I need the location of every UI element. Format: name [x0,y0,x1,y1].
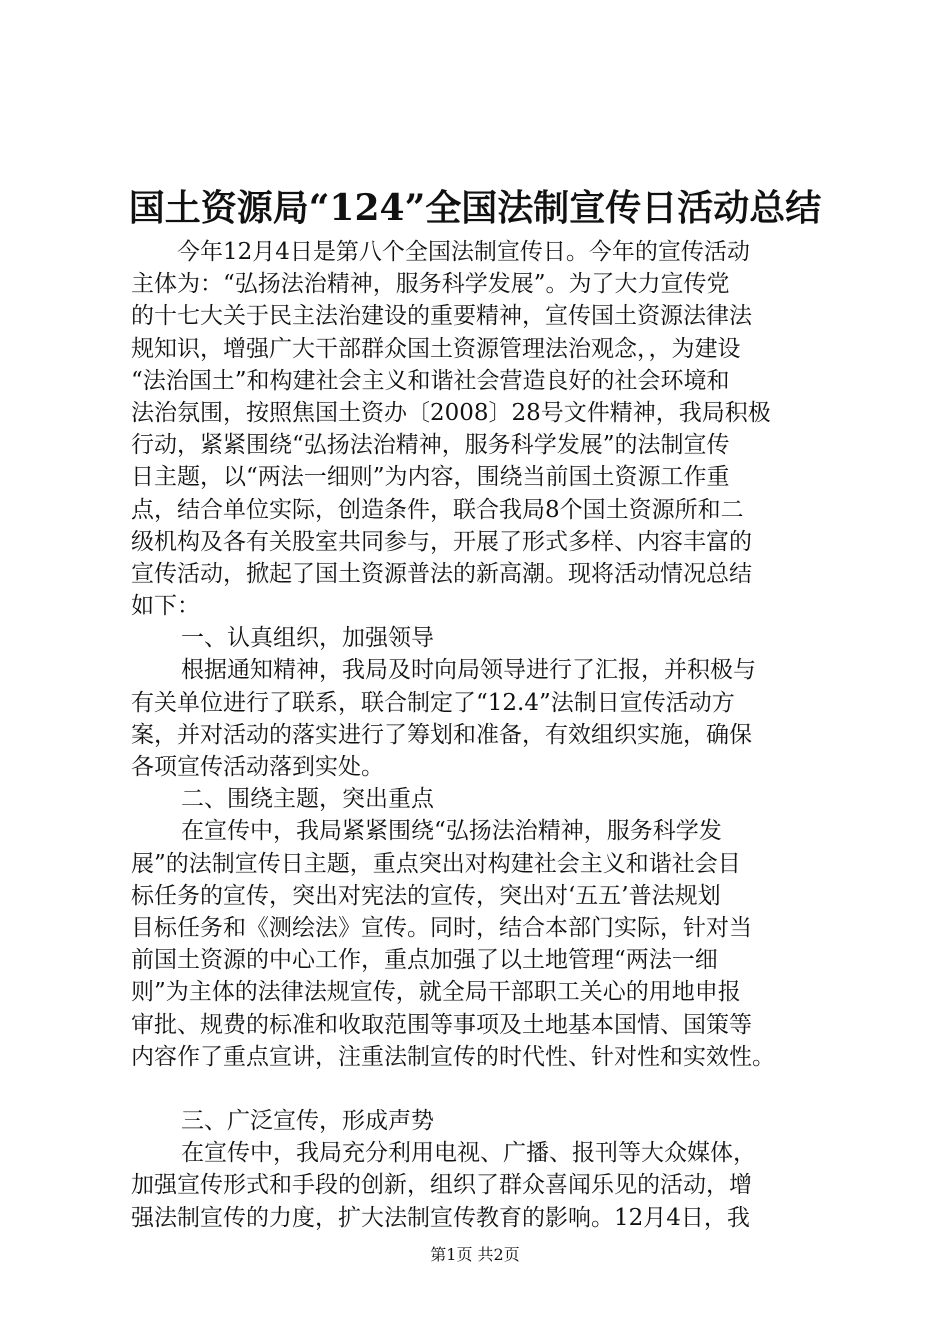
paragraph-line: 展”的法制宣传日主题，重点突出对构建社会主义和谐社会目 [131,850,741,877]
page-number-footer: 第1页 共2页 [430,1245,520,1264]
paragraph-line: 在宣传中，我局充分利用电视、广播、报刊等大众媒体， [181,1140,756,1167]
paragraph-line: 的十七大关于民主法治建设的重要精神，宣传国土资源法律法 [131,303,752,330]
paragraph-gap [131,1073,831,1105]
paragraph-line: 加强宣传形式和手段的创新，组织了群众喜闻乐见的活动，增 [131,1172,752,1199]
paragraph-line: 有关单位进行了联系，联合制定了“12.4”法制日宣传活动方 [131,689,735,716]
paragraph-line: 法治氛围，按照焦国土资办〔2008〕28号文件精神，我局积极 [131,399,771,426]
paragraph-line: 今年12月4日是第八个全国法制宣传日。今年的宣传活动 [177,239,750,265]
paragraph-line: 目标任务和《测绘法》宣传。同时，结合本部门实际，针对当 [131,914,752,941]
paragraph-line: 根据通知精神，我局及时向局领导进行了汇报，并积极与 [181,657,756,684]
section-heading: 一、认真组织，加强领导 [181,625,434,652]
paragraph-line: 审批、规费的标准和收取范围等事项及土地基本国情、国策等 [131,1011,752,1038]
paragraph-line: 前国土资源的中心工作，重点加强了以土地管理“两法一细 [131,947,718,974]
paragraph-line: 主体为：“弘扬法治精神，服务科学发展”。为了大力宣传党 [131,271,730,298]
paragraph-line: 内容作了重点宣讲，注重法制宣传的时代性、针对性和实效性。 [131,1043,775,1070]
paragraph-line: 级机构及各有关股室共同参与，开展了形式多样、内容丰富的 [131,528,752,555]
paragraph-line: 规知识，增强广大干部群众国土资源管理法治观念，，为建设 [131,335,741,362]
document-title: 国土资源局“124”全国法制宣传日活动总结 [128,187,822,229]
document-body [131,236,831,1234]
paragraph-line: 强法制宣传的力度，扩大法制宣传教育的影响。12月4日，我 [131,1204,750,1231]
paragraph-line: 点，结合单位实际，创造条件，联合我局8个国土资源所和二 [131,496,744,523]
section-heading: 三、广泛宣传，形成声势 [181,1108,434,1135]
paragraph-line: 宣传活动，掀起了国土资源普法的新高潮。现将活动情况总结 [131,560,752,587]
paragraph-line: 在宣传中，我局紧紧围绕“弘扬法治精神，服务科学发 [181,818,722,845]
paragraph-line: 各项宣传活动落到实处。 [131,754,384,780]
paragraph-line: 标任务的宣传，突出对宪法的宣传，突出对‘五五’普法规划 [131,882,721,909]
paragraph-line: 则”为主体的法律法规宣传，就全局干部职工关心的用地申报 [131,979,741,1006]
paragraph-line: 案，并对活动的落实进行了筹划和准备，有效组织实施，确保 [131,721,752,748]
section-heading: 二、围绕主题，突出重点 [181,786,434,813]
paragraph-line: 行动，紧紧围绕“弘扬法治精神，服务科学发展”的法制宣传 [131,432,730,459]
paragraph-line: 如下： [131,593,200,620]
paragraph-line: 日主题，以“两法一细则”为内容，围绕当前国土资源工作重 [131,464,730,491]
paragraph-line: “法治国土”和构建社会主义和谐社会营造良好的社会环境和 [131,367,730,394]
